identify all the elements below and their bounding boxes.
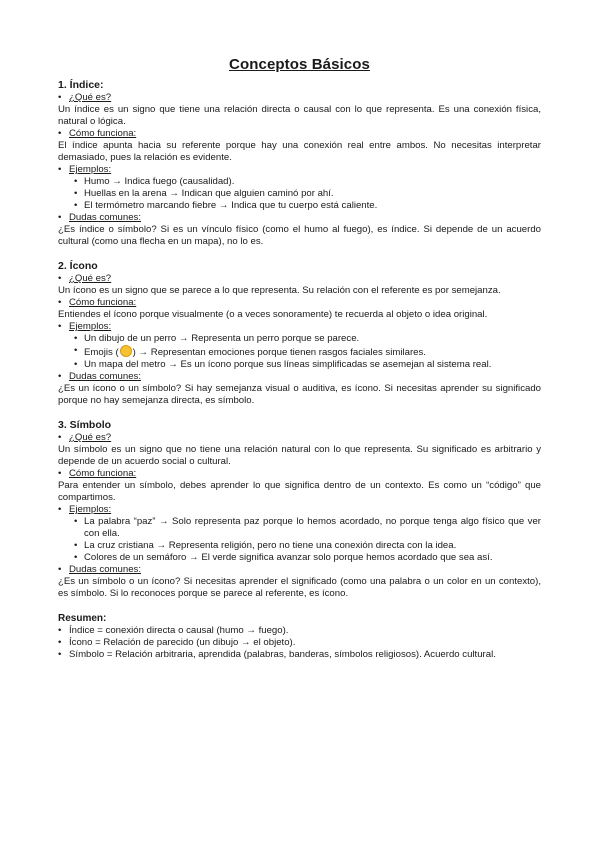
summary-list: [58, 625, 541, 661]
example-item: • Colores de un semáforo → El verde significa avanzar solo porque hemos acordado que sea así.: [74, 552, 493, 563]
dudas-label: • Dudas comunes:: [58, 371, 141, 382]
examples-list: [58, 333, 541, 371]
como-funciona-text: El índice apunta hacia su referente porque hay una conexión real entre ambos. No necesitas interpretar demasiado, pues la relación es evidente.: [58, 140, 541, 163]
example-item: • Huellas en la arena → Indican que alguien caminó por ahí.: [74, 188, 334, 199]
smiley-emoji-icon: [120, 345, 132, 357]
examples-list: [58, 516, 541, 564]
example-item: • Un mapa del metro → Es un ícono porque sus líneas simplificadas se asemejan al sistema real.: [74, 359, 492, 370]
section-indice: [58, 79, 541, 248]
section-heading: 2. Ícono: [58, 260, 98, 272]
section-icono: [58, 260, 541, 407]
como-funciona-text: Entiendes el ícono porque visualmente (o a veces sonoramente) te recuerda al objeto o idea original.: [58, 309, 488, 320]
que-es-label: • ¿Qué es?: [58, 432, 112, 443]
que-es-text: Un ícono es un signo que se parece a lo que representa. Su relación con el referente es por semejanza.: [58, 285, 501, 296]
como-funciona-label: • Cómo funciona:: [58, 128, 137, 139]
section-heading: 3. Símbolo: [58, 419, 112, 431]
dudas-label: • Dudas comunes:: [58, 564, 141, 575]
page-title: Conceptos Básicos: [229, 56, 370, 73]
example-item: • Emojis ( ) → Representan emociones porque tienen rasgos faciales similares.: [74, 345, 426, 358]
dudas-text: ¿Es índice o símbolo? Si es un vínculo físico (como el humo al fuego), es índice. Si depende de un acuerdo cultural (como una flecha en un mapa), no lo es.: [58, 224, 541, 247]
example-item: • La palabra “paz” → Solo representa paz porque lo hemos acordado, no porque tenga algo físico que ver con ella.: [74, 516, 541, 539]
como-funciona-label: • Cómo funciona:: [58, 297, 137, 308]
summary-item: • Símbolo = Relación arbitraria, aprendida (palabras, banderas, símbolos religiosos). Acuerdo cultural.: [58, 649, 496, 660]
examples-list: [58, 176, 541, 212]
summary-item: • Índice = conexión directa o causal (humo → fuego).: [58, 625, 289, 636]
ejemplos-label: • Ejemplos:: [58, 321, 112, 332]
summary-item: • Ícono = Relación de parecido (un dibujo → el objeto).: [58, 637, 296, 648]
que-es-text: Un índice es un signo que tiene una relación directa o causal con lo que representa. Es una conexión física, natural o lógica.: [58, 104, 541, 127]
como-funciona-label: • Cómo funciona:: [58, 468, 137, 479]
example-item: • Humo → Indica fuego (causalidad).: [74, 176, 235, 187]
summary: [58, 612, 541, 661]
que-es-text: Un símbolo es un signo que no tiene una relación natural con lo que representa. Su significado es arbitrario y depende de un acuerdo social o cultural.: [58, 444, 541, 467]
como-funciona-text: Para entender un símbolo, debes aprender lo que significa dentro de un contexto. Es como un “código” que compartimos.: [58, 480, 541, 503]
example-item: • Un dibujo de un perro → Representa un perro porque se parece.: [74, 333, 360, 344]
que-es-label: • ¿Qué es?: [58, 92, 112, 103]
ejemplos-label: • Ejemplos:: [58, 164, 112, 175]
dudas-text: ¿Es un símbolo o un ícono? Si necesitas aprender el significado (como una palabra o un color en un contexto), es símbolo. Si lo reconoces porque se parece al referente, es ícono.: [58, 576, 541, 599]
section-simbolo: [58, 419, 541, 600]
dudas-text: ¿Es un ícono o un símbolo? Si hay semejanza visual o auditiva, es ícono. Si necesitas aprender su significado porque no hay semejanza directa, es símbolo.: [58, 383, 541, 406]
summary-heading: Resumen:: [58, 613, 107, 624]
section-heading: 1. Índice:: [58, 79, 104, 91]
ejemplos-label: • Ejemplos:: [58, 504, 112, 515]
example-item: • La cruz cristiana → Representa religión, pero no tiene una conexión directa con la idea.: [74, 540, 457, 551]
example-item: • El termómetro marcando fiebre → Indica que tu cuerpo está caliente.: [74, 200, 378, 211]
dudas-label: • Dudas comunes:: [58, 212, 141, 223]
que-es-label: • ¿Qué es?: [58, 273, 112, 284]
